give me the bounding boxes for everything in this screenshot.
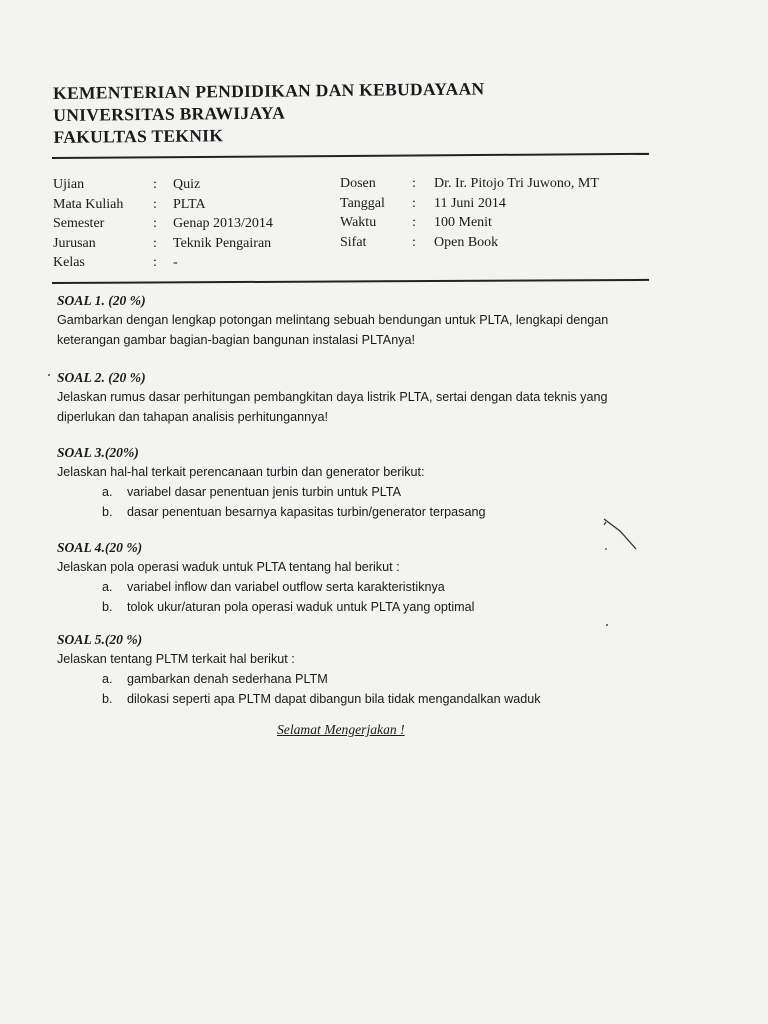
- university-name: UNIVERSITAS BRAWIJAYA: [53, 102, 286, 125]
- info-separator: :: [153, 177, 157, 192]
- info-separator: :: [412, 195, 416, 211]
- list-item: [102, 689, 667, 709]
- question-title: SOAL 5.(20 %): [57, 632, 143, 647]
- info-row-kelas: [53, 253, 273, 273]
- question-text: Jelaskan pola operasi waduk untuk PLTA tentang hal berikut :: [57, 560, 400, 574]
- info-separator: :: [153, 255, 157, 270]
- closing-message: Selamat Mengerjakan !: [277, 722, 405, 737]
- item-text: variabel dasar penentuan jenis turbin untuk PLTA: [127, 485, 401, 499]
- info-separator: :: [153, 235, 157, 251]
- info-value: 11 Juni 2014: [434, 195, 506, 211]
- info-label: Tanggal: [340, 195, 385, 211]
- question-title: SOAL 4.(20 %): [57, 540, 143, 555]
- item-text: gambarkan denah sederhana PLTM: [127, 672, 328, 686]
- info-value: -: [173, 255, 178, 270]
- info-separator: :: [412, 215, 416, 230]
- ministry-name: KEMENTERIAN PENDIDIKAN DAN KEBUDAYAAN: [53, 78, 485, 103]
- item-marker: b.: [102, 505, 113, 519]
- item-text: tolok ukur/aturan pola operasi waduk untuk PLTA yang optimal: [127, 600, 475, 614]
- info-row-tanggal: [340, 194, 599, 214]
- info-row-ujian: [53, 175, 273, 195]
- question-text: Jelaskan tentang PLTM terkait hal berikut :: [57, 652, 295, 666]
- question-5: [57, 630, 667, 709]
- info-row-dosen: [340, 174, 599, 194]
- info-row-semester: [53, 214, 273, 234]
- item-text: variabel inflow dan variabel outflow serta karakteristiknya: [127, 580, 445, 594]
- item-marker: a.: [102, 485, 113, 499]
- question-1: [57, 291, 667, 350]
- info-value: Quiz: [173, 177, 201, 192]
- question-text: Gambarkan dengan lengkap potongan melintang sebuah bendungan untuk PLTA, lengkapi dengan keterangan gambar bagian-bagian bangunan instalasi PLTAnya!: [57, 313, 609, 347]
- info-value: Dr. Ir. Pitojo Tri Juwono, MT: [434, 176, 599, 191]
- info-separator: :: [153, 216, 157, 231]
- info-row-mata-kuliah: [53, 195, 273, 215]
- info-label: Dosen: [340, 176, 376, 191]
- item-text: dasar penentuan besarnya kapasitas turbin/generator terpasang: [127, 505, 486, 519]
- info-divider: [52, 279, 649, 284]
- list-item: [102, 577, 667, 597]
- item-text: dilokasi seperti apa PLTM dapat dibangun bila tidak mengandalkan waduk: [127, 692, 541, 706]
- info-label: Sifat: [340, 234, 367, 250]
- list-item: [102, 669, 667, 689]
- info-label: Semester: [53, 216, 105, 231]
- info-row-sifat: [340, 233, 599, 253]
- question-subitems: [102, 669, 667, 709]
- exam-info-left: [53, 175, 273, 273]
- question-text: Jelaskan hal-hal terkait perencanaan turbin dan generator berikut:: [57, 465, 425, 479]
- info-label: Ujian: [53, 177, 85, 192]
- info-value: Open Book: [434, 234, 499, 250]
- list-item: [102, 482, 667, 502]
- dust-speck: [46, 372, 52, 378]
- item-marker: a.: [102, 580, 113, 594]
- item-marker: b.: [102, 600, 113, 614]
- list-item: [102, 597, 667, 617]
- question-title: SOAL 1. (20 %): [57, 293, 146, 308]
- question-title: SOAL 2. (20 %): [57, 370, 146, 385]
- info-label: Mata Kuliah: [53, 196, 124, 212]
- question-subitems: [102, 577, 667, 617]
- institution-header: [53, 77, 485, 148]
- info-label: Waktu: [340, 215, 377, 230]
- info-value: PLTA: [173, 196, 206, 212]
- info-value: Genap 2013/2014: [173, 216, 273, 231]
- info-row-waktu: [340, 213, 599, 233]
- faculty-name: FAKULTAS TEKNIK: [53, 125, 224, 147]
- question-subitems: [102, 482, 667, 522]
- info-separator: :: [412, 176, 416, 191]
- info-value: Teknik Pengairan: [173, 235, 272, 251]
- info-label: Kelas: [53, 255, 85, 270]
- info-label: Jurusan: [53, 235, 96, 251]
- item-marker: a.: [102, 672, 113, 686]
- list-item: [102, 502, 667, 522]
- dust-speck: [604, 622, 610, 628]
- question-title: SOAL 3.(20%): [57, 445, 139, 460]
- item-marker: b.: [102, 692, 113, 706]
- info-row-jurusan: [53, 234, 273, 254]
- info-separator: :: [153, 196, 157, 212]
- info-value: 100 Menit: [434, 215, 492, 230]
- question-2: [57, 368, 667, 427]
- question-4: [57, 538, 667, 617]
- info-separator: :: [412, 234, 416, 250]
- header-divider: [52, 153, 649, 159]
- pen-mark: [598, 515, 643, 555]
- question-3: [57, 443, 667, 522]
- exam-info-right: [340, 174, 599, 252]
- question-text: Jelaskan rumus dasar perhitungan pembangkitan daya listrik PLTA, sertai dengan data teknis yang diperlukan dan tahapan analisis perhitungannya!: [57, 390, 608, 424]
